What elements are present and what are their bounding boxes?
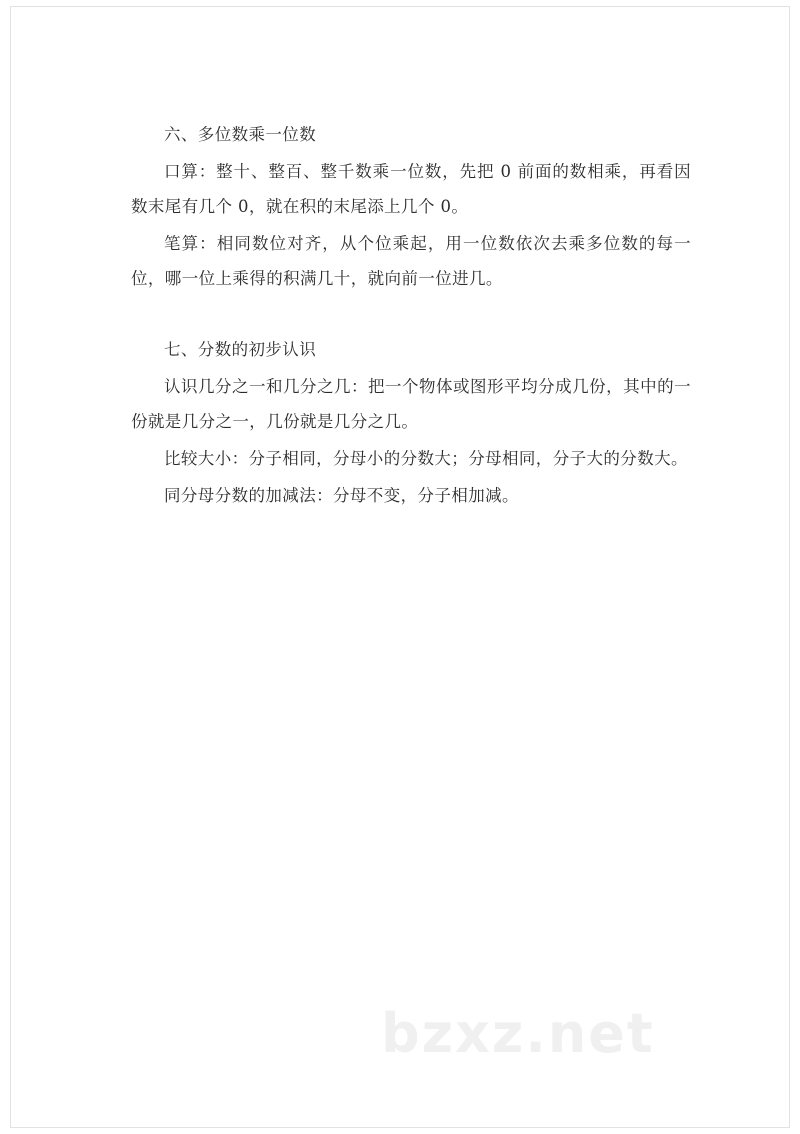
section-heading-seven: 七、分数的初步认识 xyxy=(164,340,317,359)
watermark-text: bzxz.net xyxy=(381,1002,655,1065)
document-body xyxy=(131,117,691,515)
paragraph-fraction-comparison: 比较大小：分子相同，分母小的分数大；分母相同，分子大的分数大。 xyxy=(164,449,688,468)
section-heading-six: 六、多位数乘一位数 xyxy=(164,125,317,144)
paragraph-mental-calculation: 口算：整十、整百、整千数乘一位数，先把 0 前面的数相乘，再看因数末尾有几个 0，就在积的末尾添上几个 0。 xyxy=(131,162,691,216)
document-page xyxy=(10,6,790,1128)
paragraph-fraction-recognition: 认识几分之一和几分之几：把一个物体或图形平均分成几份，其中的一份就是几分之一，几份就是几分之几。 xyxy=(131,377,691,431)
paragraph-written-calculation: 笔算：相同数位对齐，从个位乘起，用一位数依次去乘多位数的每一位，哪一位上乘得的积满几十，就向前一位进几。 xyxy=(131,234,691,288)
paragraph-fraction-addition: 同分母分数的加减法：分母不变，分子相加减。 xyxy=(164,486,519,505)
section-spacer xyxy=(131,298,691,332)
